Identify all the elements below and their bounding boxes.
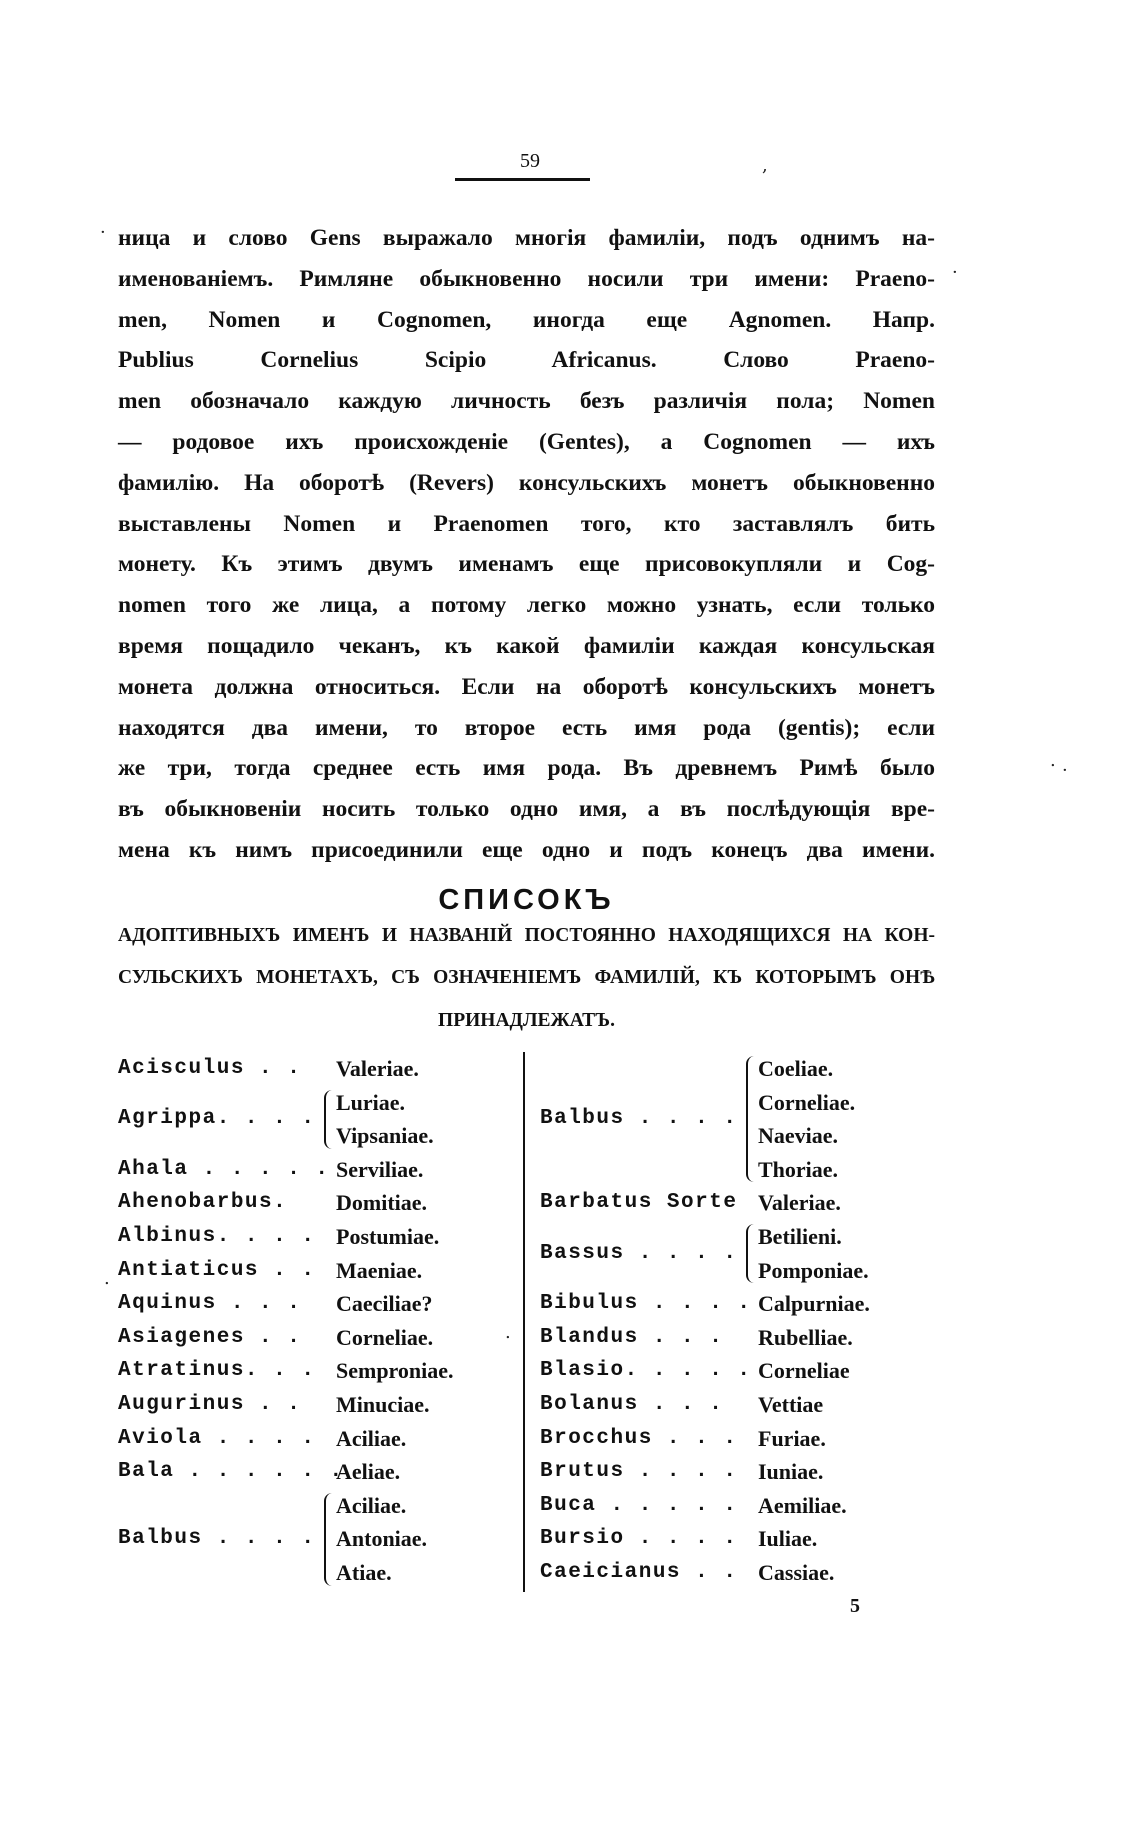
body-line: фамилію. На оборотѣ (Revers) консульскихъ монетъ обыкновенно [118, 469, 935, 496]
cognomen: Bibulus . . . . [540, 1292, 752, 1316]
grouping-brace [324, 1090, 336, 1149]
body-line: ница и слово Gens выражало многія фамиліи, подъ однимъ на- [118, 225, 935, 251]
body-line: именованіемъ. Римляне обыкновенно носили три имени: Praeno- [118, 265, 935, 292]
body-line: nomen того же лица, а потому легко можно узнать, если только [118, 592, 935, 619]
gens-name: Domitiae. [336, 1190, 428, 1216]
cognomen: Agrippa. . . . [118, 1107, 316, 1131]
gens-name: Caeciliae? [336, 1291, 433, 1317]
cognomen: Buca . . . . . [540, 1493, 738, 1517]
cognomen: Antiaticus . . [118, 1258, 316, 1282]
cognomen: Blandus . . . [540, 1325, 724, 1349]
gens-name: Vettiae [758, 1392, 824, 1417]
cognomen: Bala . . . . . . [118, 1460, 344, 1484]
gens-name: Iuniae. [758, 1459, 824, 1485]
signature-mark: 5 [850, 1595, 860, 1617]
body-line: монету. Къ этимъ двумъ именамъ еще присовокупляли и Cog- [118, 551, 935, 578]
gens-name: Antoniae. [336, 1526, 428, 1552]
page-number-rule [455, 178, 590, 181]
gens-name: Semproniae. [336, 1358, 454, 1384]
page-number: 59 [520, 150, 540, 172]
column-divider [523, 1052, 525, 1592]
gens-name: Calpurniae. [758, 1291, 870, 1317]
cognomen: Blasio. . . . . [540, 1359, 752, 1383]
cognomen: Caeicianus . . [540, 1561, 738, 1584]
gens-name: Thoriae. [758, 1156, 839, 1182]
body-line: въ обыкновеніи носить только одно имя, а въ послѣдующія вре- [118, 796, 935, 823]
gens-name: Aeliae. [336, 1459, 401, 1485]
gens-name: Betilieni. [758, 1224, 842, 1249]
gens-name: Rubelliae. [758, 1324, 853, 1350]
cognomen: Ahenobarbus. [118, 1191, 288, 1215]
gens-name: Valeriae. [336, 1056, 419, 1081]
cognomen: Acisculus . . [118, 1057, 302, 1080]
stray-mark: , [762, 155, 768, 176]
right-name-list [540, 1052, 940, 1592]
list-subtitle-line: АДОПТИВНЫХЪ ИМЕНЪ И НАЗВАНІЙ ПОСТОЯННО НАХОДЯЩИХСЯ НА КОН- [118, 925, 935, 946]
cognomen: Aviola . . . . [118, 1426, 316, 1450]
stray-mark: · [100, 222, 106, 243]
gens-name: Luriae. [336, 1089, 406, 1115]
gens-name: Minuciae. [336, 1392, 430, 1417]
grouping-brace [746, 1224, 758, 1283]
cognomen: Barbatus Sorte [540, 1191, 738, 1215]
cognomen: Balbus . . . . [540, 1107, 738, 1131]
body-line: — родовое ихъ происхожденіе (Gentes), а Cognomen — ихъ [118, 428, 935, 455]
cognomen: Bolanus . . . [540, 1393, 724, 1416]
gens-name: Vipsaniae. [336, 1123, 434, 1149]
cognomen: Brutus . . . . [540, 1460, 738, 1484]
stray-mark: . [1050, 750, 1056, 771]
cognomen: Balbus . . . . [118, 1527, 316, 1551]
gens-name: Furiae. [758, 1425, 826, 1451]
body-line: men обозначало каждую личность безъ различія пола; Nomen [118, 388, 935, 415]
body-line: выставлены Nomen и Praenomen того, кто заставлялъ бить [118, 510, 935, 537]
body-line: находятся два имени, то второе есть имя рода (gentis); если [118, 714, 935, 741]
gens-name: Iuliae. [758, 1526, 818, 1552]
stray-mark: . [505, 1322, 511, 1343]
body-line: мена къ нимъ присоединили еще одно и подъ конецъ два имени. [118, 836, 935, 863]
stray-mark: . [104, 1268, 110, 1289]
cognomen: Bursio . . . . [540, 1527, 738, 1551]
gens-name: Pomponiae. [758, 1257, 869, 1283]
gens-name: Serviliae. [336, 1156, 424, 1182]
grouping-brace [746, 1056, 758, 1182]
cognomen: Bassus . . . . [540, 1241, 738, 1265]
stray-mark: · [952, 262, 958, 283]
body-line: men, Nomen и Cognomen, иногда еще Agnomen. Напр. [118, 306, 935, 333]
gens-name: Aemiliae. [758, 1492, 847, 1518]
list-subtitle-line: СУЛЬСКИХЪ МОНЕТАХЪ, СЪ ОЗНАЧЕНІЕМЪ ФАМИЛІЙ, КЪ КОТОРЫМЪ ОНѢ [118, 967, 935, 988]
gens-name: Atiae. [336, 1560, 392, 1585]
cognomen: Asiagenes . . [118, 1325, 302, 1349]
gens-name: Aciliae. [336, 1492, 407, 1518]
gens-name: Postumiae. [336, 1224, 440, 1249]
cognomen: Brocchus . . . [540, 1426, 738, 1450]
body-paragraph [118, 218, 935, 871]
grouping-brace [324, 1493, 336, 1586]
gens-name: Corneliae. [336, 1324, 434, 1350]
body-line: монета должна относиться. Если на оборотѣ консульскихъ монетъ [118, 673, 935, 700]
gens-name: Corneliae [758, 1358, 850, 1384]
cognomen: Aquinus . . . [118, 1292, 302, 1316]
left-name-list [118, 1052, 518, 1592]
gens-name: Coeliae. [758, 1056, 834, 1081]
gens-name: Valeriae. [758, 1190, 841, 1216]
gens-name: Aciliae. [336, 1425, 407, 1451]
stray-mark: · [1062, 760, 1068, 781]
body-line: Publius Cornelius Scipio Africanus. Слово Praeno- [118, 347, 935, 374]
cognomen: Augurinus . . [118, 1393, 302, 1416]
gens-name: Corneliae. [758, 1089, 856, 1115]
body-line: же три, тогда среднее есть имя рода. Въ древнемъ Римѣ было [118, 755, 935, 782]
cognomen: Atratinus. . . [118, 1359, 316, 1383]
gens-name: Maeniae. [336, 1257, 423, 1283]
cognomen: Albinus. . . . [118, 1225, 316, 1248]
gens-name: Naeviae. [758, 1123, 839, 1149]
list-title: СПИСОКЪ [438, 884, 615, 916]
cognomen: Ahala . . . . . [118, 1157, 330, 1181]
gens-name: Cassiae. [758, 1560, 835, 1585]
list-subtitle-line: ПРИНАДЛЕЖАТЪ. [438, 1010, 615, 1031]
body-line: время пощадило чеканъ, къ какой фамиліи каждая консульская [118, 632, 935, 659]
